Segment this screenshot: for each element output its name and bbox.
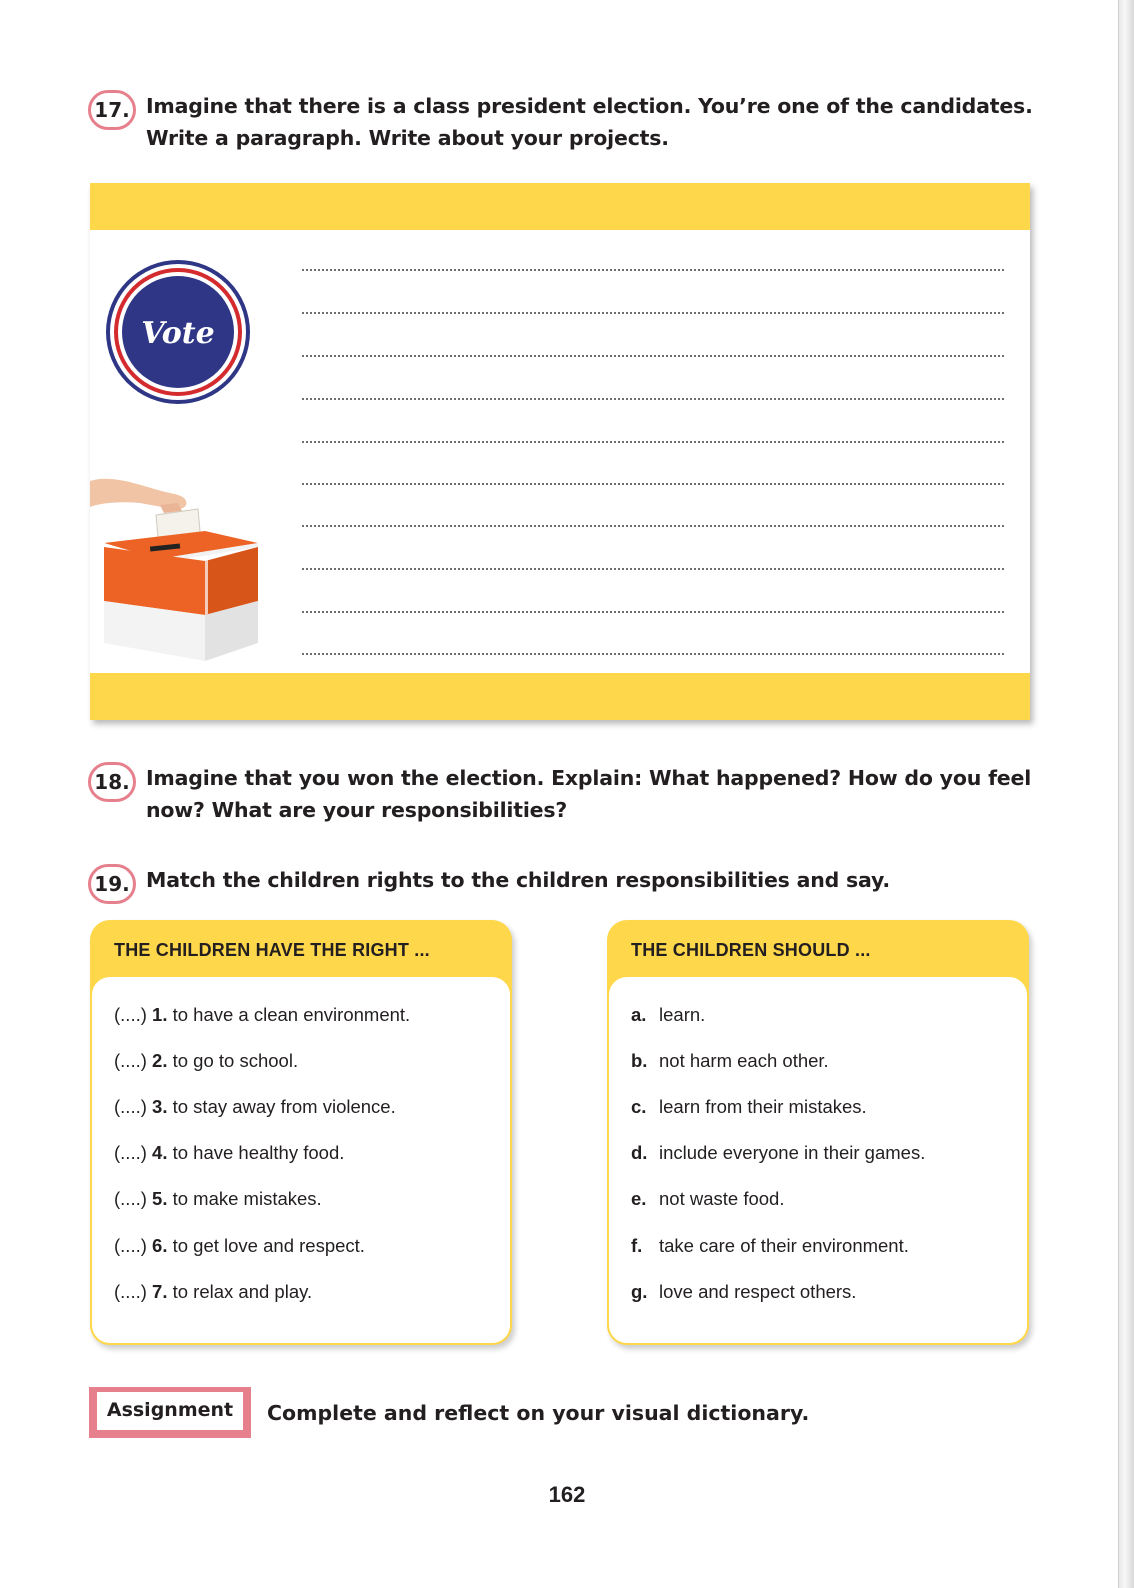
- answer-blank[interactable]: (....): [114, 1050, 147, 1071]
- answer-blank[interactable]: (....): [114, 1096, 147, 1117]
- item-letter: e.: [631, 1188, 647, 1209]
- rights-item: [114, 1004, 410, 1026]
- item-text: to have healthy food.: [172, 1142, 345, 1163]
- item-text: take care of their environment.: [659, 1235, 909, 1256]
- assignment-instruction: Complete and reflect on your visual dictionary.: [267, 1401, 810, 1425]
- assignment-tag: [89, 1387, 251, 1438]
- item-text: not waste food.: [659, 1188, 785, 1209]
- item-number: 7.: [152, 1281, 168, 1302]
- task-19: [88, 864, 1036, 904]
- rights-card: [90, 920, 512, 1345]
- item-letter: g.: [631, 1281, 648, 1302]
- writing-line[interactable]: [302, 525, 1004, 527]
- item-number: 6.: [152, 1235, 168, 1256]
- item-number: 5.: [152, 1188, 168, 1209]
- rights-item: [114, 1235, 365, 1257]
- writing-box-footer-band: [90, 673, 1030, 720]
- responsibility-item: [631, 1281, 856, 1303]
- writing-line[interactable]: [302, 483, 1004, 485]
- rights-item: [114, 1142, 344, 1164]
- item-number: 3.: [152, 1096, 168, 1117]
- item-text: learn from their mistakes.: [659, 1096, 867, 1117]
- writing-line[interactable]: [302, 568, 1004, 570]
- assignment-label: Assignment: [97, 1392, 243, 1430]
- item-text: include everyone in their games.: [659, 1142, 926, 1163]
- item-number: 2.: [152, 1050, 168, 1071]
- task-number: 19.: [88, 864, 136, 904]
- item-text: not harm each other.: [659, 1050, 829, 1071]
- task-number: 18.: [88, 762, 136, 802]
- item-letter: b.: [631, 1050, 648, 1071]
- writing-line[interactable]: [302, 441, 1004, 443]
- item-text: to stay away from violence.: [172, 1096, 396, 1117]
- task-instruction: Imagine that there is a class president election. You’re one of the candidates. Write a paragraph. Write about your projects.: [146, 94, 1033, 150]
- ballot-box-illustration: [90, 463, 270, 678]
- item-letter: c.: [631, 1096, 647, 1117]
- item-text: love and respect others.: [659, 1281, 857, 1302]
- item-letter: a.: [631, 1004, 647, 1025]
- task-17: [88, 90, 1036, 154]
- answer-blank[interactable]: (....): [114, 1235, 147, 1256]
- writing-line[interactable]: [302, 398, 1004, 400]
- item-number: 4.: [152, 1142, 168, 1163]
- writing-box-header-band: [90, 183, 1030, 230]
- item-number: 1.: [152, 1004, 168, 1025]
- writing-line[interactable]: [302, 269, 1004, 271]
- item-text: learn.: [659, 1004, 706, 1025]
- rights-list: [90, 975, 512, 1345]
- vote-badge: [105, 259, 251, 405]
- answer-blank[interactable]: (....): [114, 1188, 147, 1209]
- answer-blank[interactable]: (....): [114, 1004, 147, 1025]
- item-letter: d.: [631, 1142, 648, 1163]
- rights-item: [114, 1188, 322, 1210]
- writing-box: [90, 183, 1030, 720]
- writing-line[interactable]: [302, 611, 1004, 613]
- writing-line[interactable]: [302, 355, 1004, 357]
- task-number: 17.: [88, 90, 136, 130]
- page-number: 162: [548, 1482, 586, 1507]
- responsibilities-list: [607, 975, 1029, 1345]
- item-text: to relax and play.: [172, 1281, 313, 1302]
- responsibility-item: [631, 1096, 867, 1118]
- task-instruction: Match the children rights to the children responsibilities and say.: [146, 868, 890, 892]
- responsibilities-heading: THE CHILDREN SHOULD ...: [631, 940, 871, 960]
- answer-blank[interactable]: (....): [114, 1281, 147, 1302]
- item-text: to make mistakes.: [172, 1188, 322, 1209]
- responsibility-item: [631, 1188, 784, 1210]
- vote-badge-label: Vote: [141, 316, 215, 351]
- task-18: [88, 762, 1036, 826]
- responsibility-item: [631, 1004, 705, 1026]
- item-text: to go to school.: [172, 1050, 299, 1071]
- item-letter: f.: [631, 1235, 643, 1256]
- item-text: to get love and respect.: [172, 1235, 365, 1256]
- responsibility-item: [631, 1142, 925, 1164]
- rights-heading: THE CHILDREN HAVE THE RIGHT ...: [114, 940, 430, 960]
- responsibility-item: [631, 1050, 829, 1072]
- responsibility-item: [631, 1235, 909, 1257]
- rights-item: [114, 1096, 396, 1118]
- writing-line[interactable]: [302, 653, 1004, 655]
- task-instruction: Imagine that you won the election. Explain: What happened? How do you feel now? What are your responsibilities?: [146, 766, 1032, 822]
- page-edge: [1118, 0, 1134, 1588]
- rights-item: [114, 1050, 298, 1072]
- writing-line[interactable]: [302, 312, 1004, 314]
- responsibilities-card: [607, 920, 1029, 1345]
- item-text: to have a clean environment.: [172, 1004, 411, 1025]
- rights-item: [114, 1281, 312, 1303]
- answer-blank[interactable]: (....): [114, 1142, 147, 1163]
